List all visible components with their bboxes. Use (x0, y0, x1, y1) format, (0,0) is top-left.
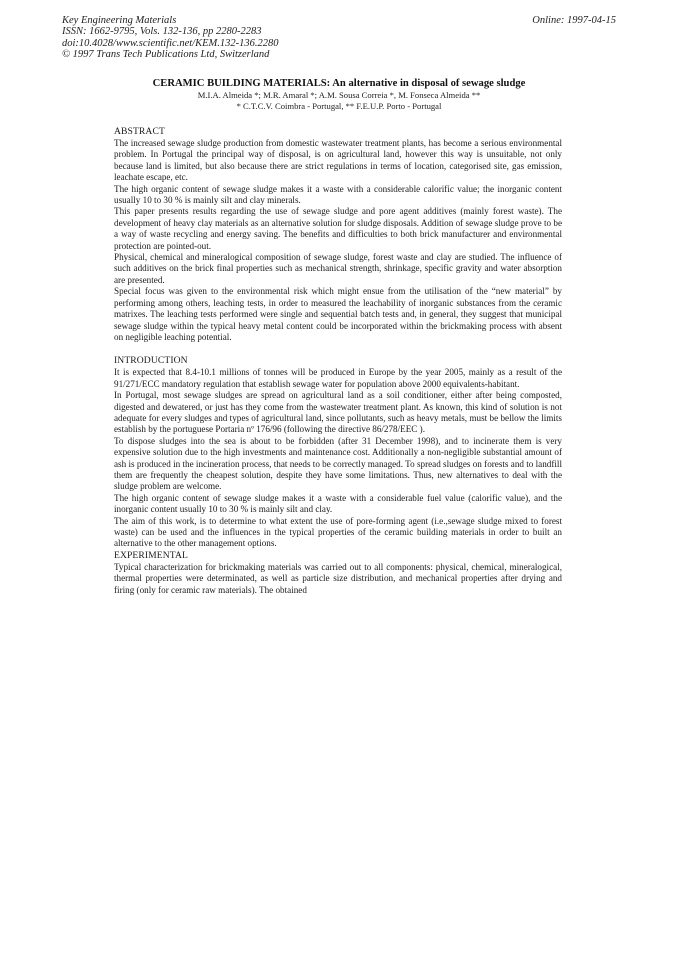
online-date: Online: 1997-04-15 (532, 15, 616, 26)
introduction-paragraph: In Portugal, most sewage sludges are spread on agricultural land as a soil conditioner, either after being composted, digested and dewatered, or just has they come from the wastewater treatment plant. As known, this kind of solution is not adequate for every sludges and types of agricultural land, since pollutants, such as heavy metals, must be bellow the limits establish by the portuguese Portaria nº 176/96 (following the directive 86/278/EEC ). (114, 390, 562, 435)
copyright-line: © 1997 Trans Tech Publications Ltd, Switzerland (62, 49, 270, 61)
introduction-heading: INTRODUCTION (114, 355, 188, 367)
abstract-paragraph: Physical, chemical and mineralogical composition of sewage sludge, forest waste and clay are studied. The influence of such additives on the brick final properties such as mechanical strength, shrinkage, specific gravity and water absorption are presented. (114, 252, 562, 285)
paper-body (114, 126, 562, 596)
abstract-paragraph: The high organic content of sewage sludge makes it a waste with a considerable calorific value; the inorganic content usually 10 to 30 % is mainly silt and clay minerals. (114, 183, 562, 206)
abstract-paragraph: This paper presents results regarding the use of sewage sludge and pore agent additives (mainly forest waste). The development of heavy clay materials as an alternative solution for sludge disposals. Addition of sewage sludge prove to be a way of waste recycling and energy saving. The benefits and difficulties to both brick manufacturer and environmental protection are pointed-out. (114, 206, 562, 251)
experimental-heading: EXPERIMENTAL (114, 549, 188, 561)
introduction-paragraph: The high organic content of sewage sludge makes it a waste with a considerable fuel value (calorific value), and the inorganic content usually 10 to 30 % is mainly silt and clay. (114, 492, 562, 515)
doi-line: doi:10.4028/www.scientific.net/KEM.132-136.2280 (62, 37, 279, 49)
journal-name: Key Engineering Materials (62, 15, 177, 26)
abstract-paragraph: Special focus was given to the environmental risk which might ensue from the utilisation of the “new material” by performing among others, leaching tests, in order to measured the leachability of inorganic substances from the ceramic matrixes. The leaching tests performed were single and sequential batch tests and, in general, they suggest that municipal sewage sludge within the typical heavy metal content could be incorporated within the brickmaking process with absent on negligible leaching potential. (114, 286, 562, 342)
journal-header (62, 15, 616, 61)
abstract-paragraph: The increased sewage sludge production from domestic wastewater treatment plants, has become a serious environmental problem. In Portugal the principal way of disposal, is on agricultural land, however this way is unsuitable, not only because land is limited, but also because there are strict regulations in terms of location, categorised site, gas emission, leachate escape, etc. (114, 138, 562, 183)
issn-line: ISSN: 1662-9795, Vols. 132-136, pp 2280-2283 (62, 26, 262, 38)
introduction-paragraph: The aim of this work, is to determine to what extent the use of pore-forming agent (i.e.,sewage sludge mixed to forest waste) can be used and the influences in the typical properties of the ceramic building materials in order to built an alternative to the other management options. (114, 515, 562, 549)
title-block (62, 77, 616, 112)
introduction-paragraph: To dispose sludges into the sea is about to be forbidden (after 31 December 1998), and to incinerate them is very expensive solution due to the high investments and maintenance cost. Additionally a non-negligible substantial amount of ash is produced in the incineration process, that needs to be correctly managed. To spread sludges on forests and to landfill them are frequently the cheapest solution, despite they have some limitations. Thus, new alternatives to deal with the sludge problem are welcome. (114, 435, 562, 492)
affiliations: * C.T.C.V. Coimbra - Portugal, ** F.E.U.P. Porto - Portugal (236, 100, 442, 111)
authors: M.I.A. Almeida *; M.R. Amaral *; A.M. Sousa Correia *, M. Fonseca Almeida ** (197, 90, 481, 100)
paper-title: CERAMIC BUILDING MATERIALS: An alternative in disposal of sewage sludge (152, 78, 526, 89)
introduction-paragraph: It is expected that 8.4-10.1 millions of tonnes will be produced in Europe by the year 2005, mainly as a result of the 91/271/ECC mandatory regulation that establish sewage water for population above 2000 equivalents-habitant. (114, 367, 562, 389)
abstract-heading: ABSTRACT (114, 126, 165, 137)
experimental-paragraph: Typical characterization for brickmaking materials was carried out to all components: physical, chemical, mineralogical, thermal properties were determinated, as well as particle size distribution, and mechanical properties after drying and firing (only for ceramic raw materials). The obtained (114, 561, 562, 595)
